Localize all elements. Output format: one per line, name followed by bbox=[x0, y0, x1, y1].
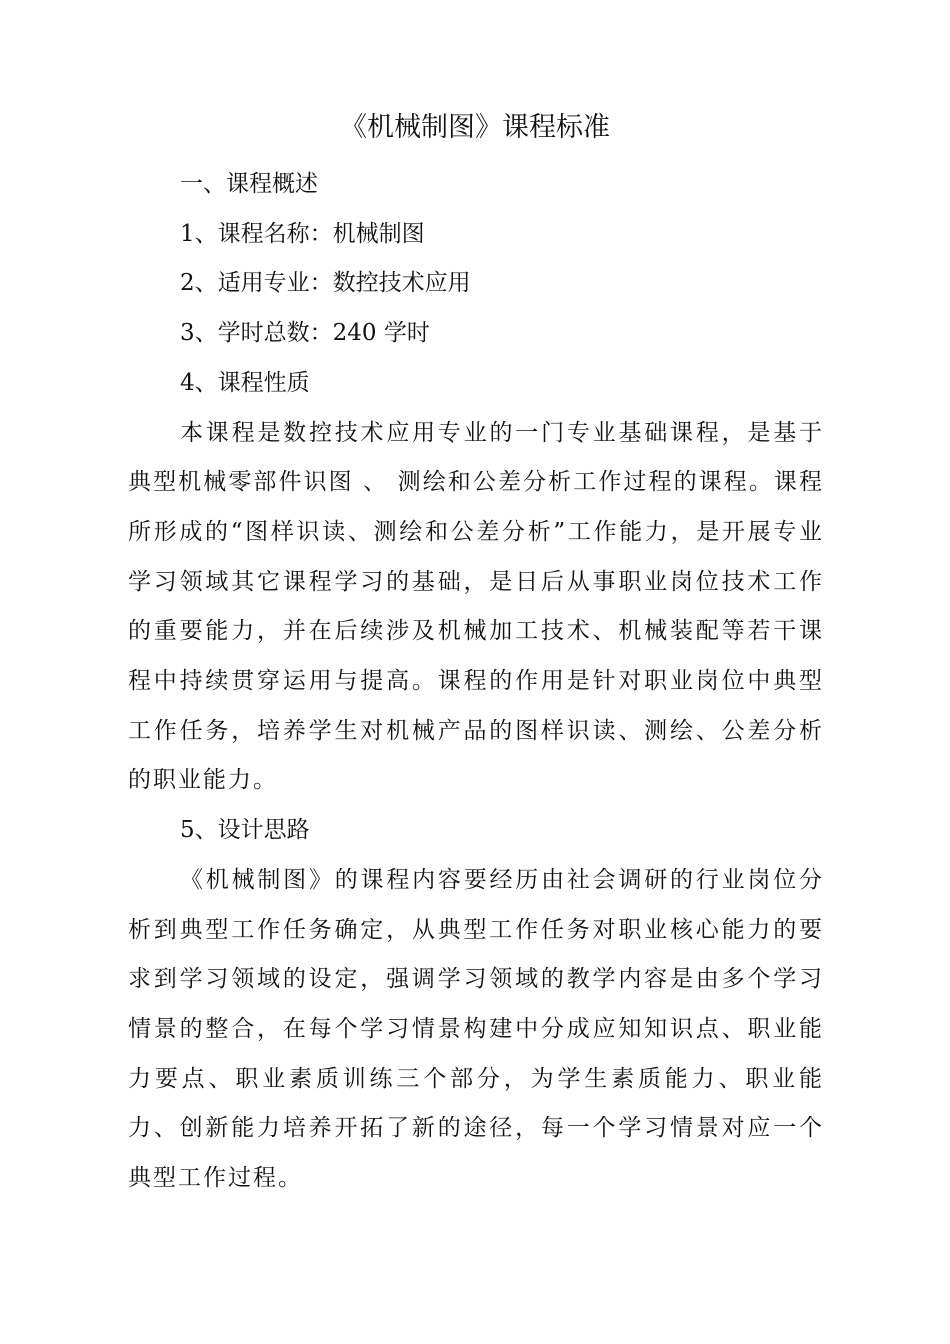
applicable-major-line: 2、适用专业：数控技术应用 bbox=[180, 270, 471, 297]
document-body bbox=[128, 160, 824, 1204]
course-name-line: 1、课程名称：机械制图 bbox=[180, 220, 425, 247]
course-nature-paragraph: 本课程是数控技术应用专业的一门专业基础课程，是基于典型机械零部件识图 、 测绘和公差分析工作过程的课程。课程所形成的“图样识读、测绘和公差分析”工作能力，是开展专业学习领域其它课程学习的基础，是日后从事职业岗位技术工作的重要能力，并在后续涉及机械加工技术、机械装配等若干课程中持续贯穿运用与提高。课程的作用是针对职业岗位中典型工作任务，培养学生对机械产品的图样识读、测绘、公差分析的职业能力。 bbox=[128, 419, 824, 794]
document-title: 《机械制图》课程标准 bbox=[340, 112, 610, 143]
section-heading-overview: 一、课程概述 bbox=[180, 171, 318, 197]
design-idea-paragraph: 《机械制图》的课程内容要经历由社会调研的行业岗位分析到典型工作任务确定，从典型工作任务对职业核心能力的要求到学习领域的设定，强调学习领域的教学内容是由多个学习情景的整合，在每个学习情景构建中分成应知知识点、职业能力要点、职业素质训练三个部分，为学生素质能力、职业能力、创新能力培养开拓了新的途径，每一个学习情景对应一个典型工作过程。 bbox=[128, 866, 824, 1192]
total-hours-line: 3、学时总数：240 学时 bbox=[180, 320, 430, 347]
course-nature-heading: 4、课程性质 bbox=[180, 369, 310, 396]
design-idea-heading: 5、设计思路 bbox=[180, 817, 310, 844]
